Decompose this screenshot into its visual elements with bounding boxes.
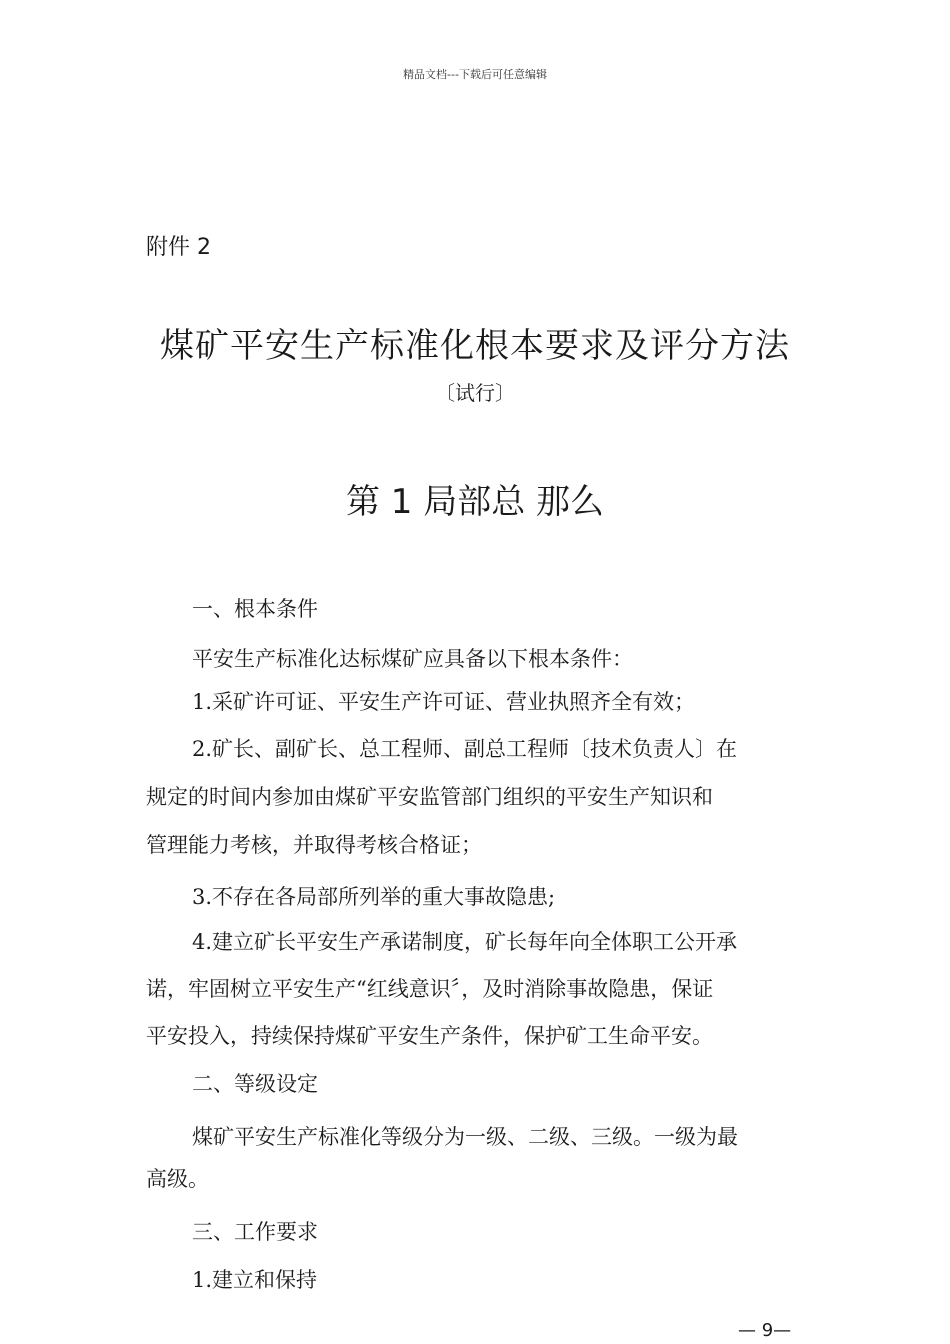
document-subtitle: 〔试行〕 <box>435 381 515 405</box>
paragraph-line: 煤矿平安生产标准化等级分为一级、二级、三级。一级为最 <box>192 1125 738 1149</box>
list-item-4: 4.建立矿长平安生产承诺制度，矿长每年向全体职工公开承 <box>192 930 738 954</box>
list-item-3: 3.不存在各局部所列举的重大事故隐患; <box>192 885 556 909</box>
page-header: 精品文档---下载后可任意编辑 <box>403 68 547 81</box>
paragraph-line: 平安投入，持续保持煤矿平安生产条件，保护矿工生命平安。 <box>146 1024 713 1048</box>
list-item-2: 2.矿长、副矿长、总工程师、副总工程师〔技术负责人〕在 <box>192 737 738 761</box>
list-item-1: 1.采矿许可证、平安生产许可证、营业执照齐全有效； <box>192 690 696 714</box>
document-title: 煤矿平安生产标准化根本要求及评分方法 <box>160 326 790 366</box>
paragraph-line: 规定的时间内参加由煤矿平安监管部门组织的平安生产知识和 <box>146 785 713 809</box>
section-heading-work-requirements: 三、工作要求 <box>192 1220 318 1244</box>
paragraph-line: 平安生产标准化达标煤矿应具备以下根本条件： <box>192 647 633 671</box>
paragraph-line: 管理能力考核，并取得考核合格证； <box>146 833 482 857</box>
section-heading-level-setting: 二、等级设定 <box>192 1072 318 1096</box>
page-number: — 9— <box>738 1320 792 1341</box>
chapter-heading: 第 1 局部总 那么 <box>345 482 605 522</box>
attachment-label: 附件 2 <box>146 235 211 260</box>
section-heading-basic-conditions: 一、根本条件 <box>192 597 318 621</box>
list-item-1: 1.建立和保持 <box>192 1268 318 1292</box>
paragraph-line: 高级。 <box>146 1167 209 1191</box>
paragraph-line: 诺，牢固树立平安生产“红线意识〞，及时消除事故隐患，保证 <box>146 977 714 1001</box>
